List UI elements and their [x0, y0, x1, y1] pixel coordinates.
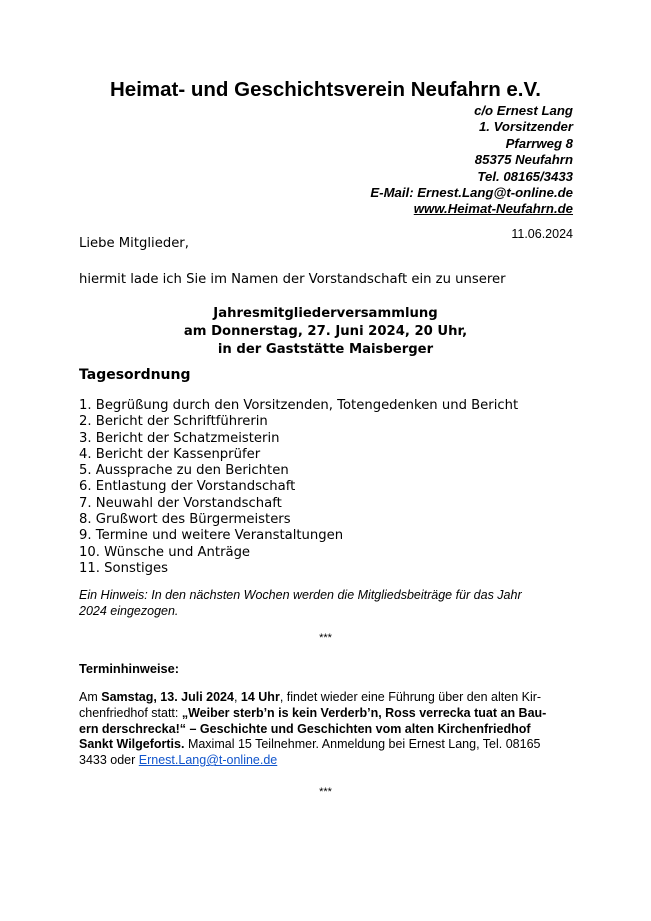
agenda-list — [79, 398, 518, 577]
agenda-item: 8. Grußwort des Bürgermeisters — [79, 512, 291, 528]
salutation: Liebe Mitglieder, — [79, 236, 189, 251]
event-location: in der Gaststätte Maisberger — [217, 341, 434, 357]
sender-line: Tel. 08165/3433 — [477, 168, 573, 184]
event-title: Jahresmitgliederversammlung — [213, 306, 438, 321]
termin-line: Sankt Wilgefortis. Maximal 15 Teilnehmer. Anmeldung bei Ernest Lang, Tel. 08165 — [79, 737, 541, 752]
termin-line: 3433 oder Ernest.Lang@t-online.de — [79, 753, 278, 768]
email-link[interactable]: Ernest.Lang@t-online.de — [138, 753, 278, 768]
agenda-item: 1. Begrüßung durch den Vorsitzenden, Totengedenken und Bericht — [79, 398, 519, 413]
agenda-item: 2. Bericht der Schriftführerin — [79, 414, 268, 430]
termin-line: ern derschrecka!“ – Geschichte und Geschichten vom alten Kirchenfriedhof — [79, 721, 531, 736]
agenda-item: 7. Neuwahl der Vorstandschaft — [79, 495, 282, 511]
agenda-item: 3. Bericht der Schatzmeisterin — [79, 430, 280, 446]
website-link[interactable]: www.Heimat-Neufahrn.de — [413, 201, 573, 217]
termin-line: Am Samstag, 13. Juli 2024, 14 Uhr, findet wieder eine Führung über den alten Kir- — [79, 690, 542, 704]
termin-paragraph — [79, 690, 579, 769]
fee-hint-line: 2024 eingezogen. — [79, 603, 179, 618]
event-heading — [0, 305, 651, 358]
sender-line: 1. Vorsitzender — [478, 119, 573, 135]
sender-line: Pfarrweg 8 — [505, 135, 573, 151]
section-separator: *** — [319, 632, 332, 644]
section-separator: *** — [319, 786, 332, 798]
fee-hint — [79, 588, 522, 619]
fee-hint-line: Ein Hinweis: In den nächsten Wochen werden die Mitgliedsbeiträge für das Jahr — [79, 588, 522, 602]
organization-title: Heimat- und Geschichtsverein Neufahrn e.V. — [109, 78, 541, 101]
agenda-item: 9. Termine und weitere Veranstaltungen — [79, 528, 344, 544]
intro-text: hiermit lade ich Sie im Namen der Vorstandschaft ein zu unserer — [79, 272, 506, 287]
agenda-title: Tagesordnung — [79, 367, 191, 383]
termin-title: Terminhinweise: — [79, 661, 180, 676]
letter-date: 11.06.2024 — [511, 227, 573, 241]
sender-line: 85375 Neufahrn — [474, 152, 573, 168]
sender-email: E-Mail: Ernest.Lang@t-online.de — [370, 185, 573, 201]
agenda-item: 11. Sonstiges — [79, 560, 169, 576]
agenda-item: 4. Bericht der Kassenprüfer — [79, 446, 261, 462]
event-datetime: am Donnerstag, 27. Juni 2024, 20 Uhr, — [183, 323, 468, 339]
agenda-item: 5. Aussprache zu den Berichten — [79, 463, 289, 479]
termin-line: chenfriedhof statt: „Weiber sterb’n is kein Verderb’n, Ross verrecka tuat an Bau- — [79, 705, 547, 720]
sender-line: c/o Ernest Lang — [474, 103, 573, 118]
sender-address-block — [370, 103, 573, 218]
agenda-item: 6. Entlastung der Vorstandschaft — [79, 479, 296, 495]
agenda-item: 10. Wünsche und Anträge — [79, 544, 251, 560]
